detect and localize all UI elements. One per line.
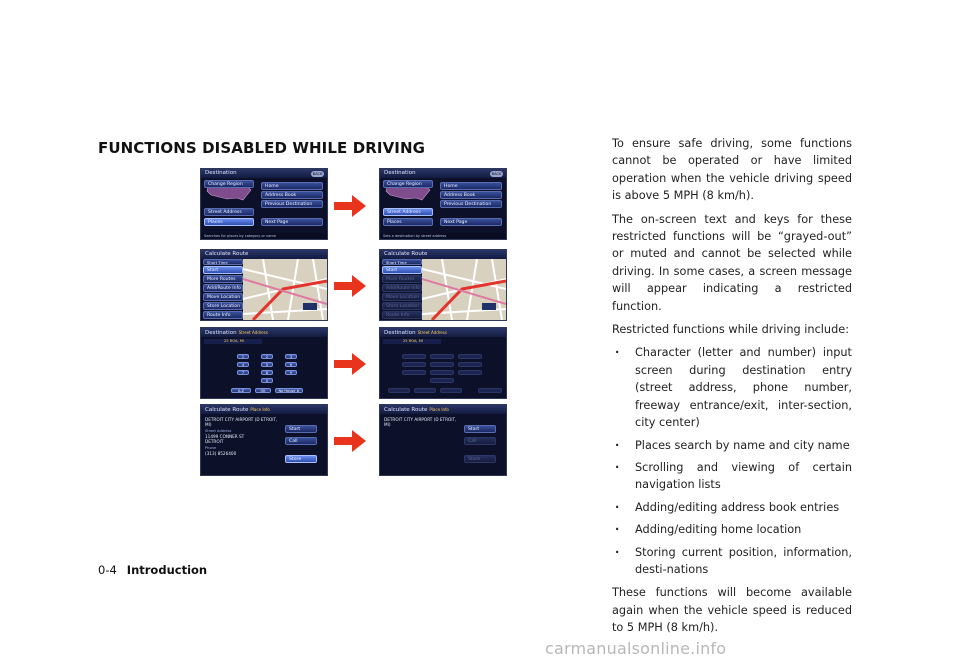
key-4: 4	[237, 362, 249, 367]
previous-destination-button: Previous Destination	[261, 200, 323, 208]
route-item-0: Start	[203, 266, 243, 274]
page-number: 0-4	[98, 563, 117, 577]
key-ok	[414, 388, 436, 393]
list-item: . Scrolling and viewing of certain navigation lists	[612, 459, 852, 494]
address-book-button: Address Book	[261, 191, 323, 199]
place-screen-enabled	[200, 404, 328, 476]
route-item-2: Add/Route Info	[382, 284, 422, 292]
screen-title-bar: Calculate Route Place Info	[380, 405, 506, 414]
status-line: Sets a destination by street address	[380, 233, 506, 239]
input-field: 25 ROA, MI	[383, 339, 441, 344]
key-8	[430, 370, 454, 375]
key-no-house	[440, 388, 462, 393]
route-screen-restricted	[379, 249, 507, 321]
status-line: Searches for places by category or name	[201, 233, 327, 239]
route-short-time: Short Time	[203, 259, 243, 265]
places-button: Places	[204, 218, 254, 226]
route-short-time: Short Time	[382, 259, 422, 265]
route-item-1: More Routes	[203, 275, 243, 283]
list-item: . Adding/editing home location	[612, 521, 852, 538]
next-page-button: Next Page	[261, 218, 323, 226]
paragraph-intro: To ensure safe driving, some functions cannot be operated or have limited operation when the vehicle driving speed is above 5 MPH (8 km/h).	[612, 137, 852, 203]
key-7	[402, 370, 426, 375]
route-screen-enabled	[200, 249, 328, 321]
screen-title-bar: Calculate Route	[380, 250, 506, 259]
change-region-button: Change Region	[204, 180, 254, 188]
back-button: BACK	[312, 171, 323, 176]
red-arrow-icon	[334, 430, 366, 452]
street-address-button: Street Address	[383, 208, 433, 216]
list-item: . Adding/editing address book entries	[612, 499, 852, 516]
screen-title-bar: Calculate Route	[201, 250, 327, 259]
key-extra	[478, 388, 502, 393]
keypad-screen-enabled	[200, 327, 328, 399]
places-button: Places	[383, 218, 433, 226]
key-0	[430, 378, 454, 383]
red-arrow-icon	[334, 353, 366, 375]
keypad-screen-restricted	[379, 327, 507, 399]
key-1	[402, 354, 426, 359]
route-item-5: Route Info	[382, 311, 422, 319]
paragraph-list-intro: Restricted functions while driving include:	[612, 323, 850, 337]
key-1: 1	[237, 354, 249, 359]
screen-title-bar: Destination Street Address	[380, 328, 506, 337]
place-info	[205, 417, 278, 469]
screen-title-bar: Destination	[201, 169, 327, 178]
input-field: 25 ROA, MI	[204, 339, 262, 344]
place-side-0: Start	[464, 425, 496, 433]
place-name: DETROIT CITY AIRPORT (D ETROIT, MI)	[205, 417, 278, 427]
key-5	[430, 362, 454, 367]
key-8: 8	[261, 370, 273, 375]
place-name: DETROIT CITY AIRPORT (D ETROIT, MI)	[384, 417, 457, 427]
address-book-button: Address Book	[440, 191, 502, 199]
key-9: 9	[285, 370, 297, 375]
key-2: 2	[261, 354, 273, 359]
key-ok: OK	[255, 388, 271, 393]
section-name: Introduction	[126, 563, 208, 577]
destination-screen-restricted	[379, 168, 507, 240]
home-button: Home	[261, 182, 323, 190]
route-item-2: Add/Route Info	[203, 284, 243, 292]
route-item-5: Route Info	[203, 311, 243, 319]
route-item-4: Store Location	[203, 302, 243, 310]
list-item: . Storing current position, information, desti-nations	[612, 544, 852, 579]
paragraph-available: These functions will become available again when the vehicle speed is reduced to 5 MPH (8 km/h).	[612, 586, 852, 635]
screen-title-bar: Destination	[380, 169, 506, 178]
map-roads-icon	[243, 259, 327, 320]
place-screen-restricted	[379, 404, 507, 476]
map-area	[422, 259, 506, 320]
page-footer	[98, 563, 207, 577]
key-a-z: A-Z	[231, 388, 251, 393]
body-text	[612, 135, 852, 643]
next-page-button: Next Page	[440, 218, 502, 226]
route-item-0: Start	[382, 266, 422, 274]
paragraph-grayed: The on-screen text and keys for these restricted functions will be “grayed-out” or muted and cannot be selected while driving. In some cases, a screen message will appear indicating a restricted function.	[612, 212, 852, 313]
key-4	[402, 362, 426, 367]
map-roads-icon	[422, 259, 506, 320]
place-side-2: Store	[285, 455, 317, 463]
restricted-functions-list	[612, 344, 852, 578]
phone-label: Phone	[205, 446, 217, 450]
key-0: 0	[261, 378, 273, 383]
key-6	[458, 362, 482, 367]
list-item: . Places search by name and city name	[612, 437, 852, 454]
place-info	[384, 417, 457, 469]
place-side-0: Start	[285, 425, 317, 433]
red-arrow-icon	[334, 195, 366, 217]
list-item: . Character (letter and number) input screen during destination entry (street address, phone number, freeway entrance/exit, inter-section, city center)	[612, 344, 852, 431]
key-9	[458, 370, 482, 375]
place-city: DETROIT	[205, 439, 224, 444]
street-address-button: Street Address	[204, 208, 254, 216]
key-7: 7	[237, 370, 249, 375]
key-3	[458, 354, 482, 359]
back-button: BACK	[491, 171, 502, 176]
key-no-house: No House #	[275, 388, 303, 393]
key-2	[430, 354, 454, 359]
place-side-1: Call	[464, 437, 496, 445]
screen-title-bar: Destination Street Address	[201, 328, 327, 337]
route-item-3: Move Location	[382, 293, 422, 301]
place-addr: 11499 CONNER ST	[205, 434, 245, 439]
screen-title-bar: Calculate Route Place Info	[201, 405, 327, 414]
destination-screen-enabled	[200, 168, 328, 240]
route-item-3: Move Location	[203, 293, 243, 301]
key-a-z	[388, 388, 410, 393]
route-item-4: Store Location	[382, 302, 422, 310]
previous-destination-button: Previous Destination	[440, 200, 502, 208]
section-heading: FUNCTIONS DISABLED WHILE DRIVING	[98, 139, 426, 157]
key-5: 5	[261, 362, 273, 367]
route-item-1: More Routes	[382, 275, 422, 283]
map-area	[243, 259, 327, 320]
place-phone: (313) 8526400	[205, 451, 237, 456]
place-side-1: Call	[285, 437, 317, 445]
key-6: 6	[285, 362, 297, 367]
key-3: 3	[285, 354, 297, 359]
red-arrow-icon	[334, 275, 366, 297]
change-region-button: Change Region	[383, 180, 433, 188]
home-button: Home	[440, 182, 502, 190]
watermark: carmanualsonline.info	[545, 639, 727, 658]
addr-label: Street Address	[205, 429, 232, 433]
place-side-2: Store	[464, 455, 496, 463]
